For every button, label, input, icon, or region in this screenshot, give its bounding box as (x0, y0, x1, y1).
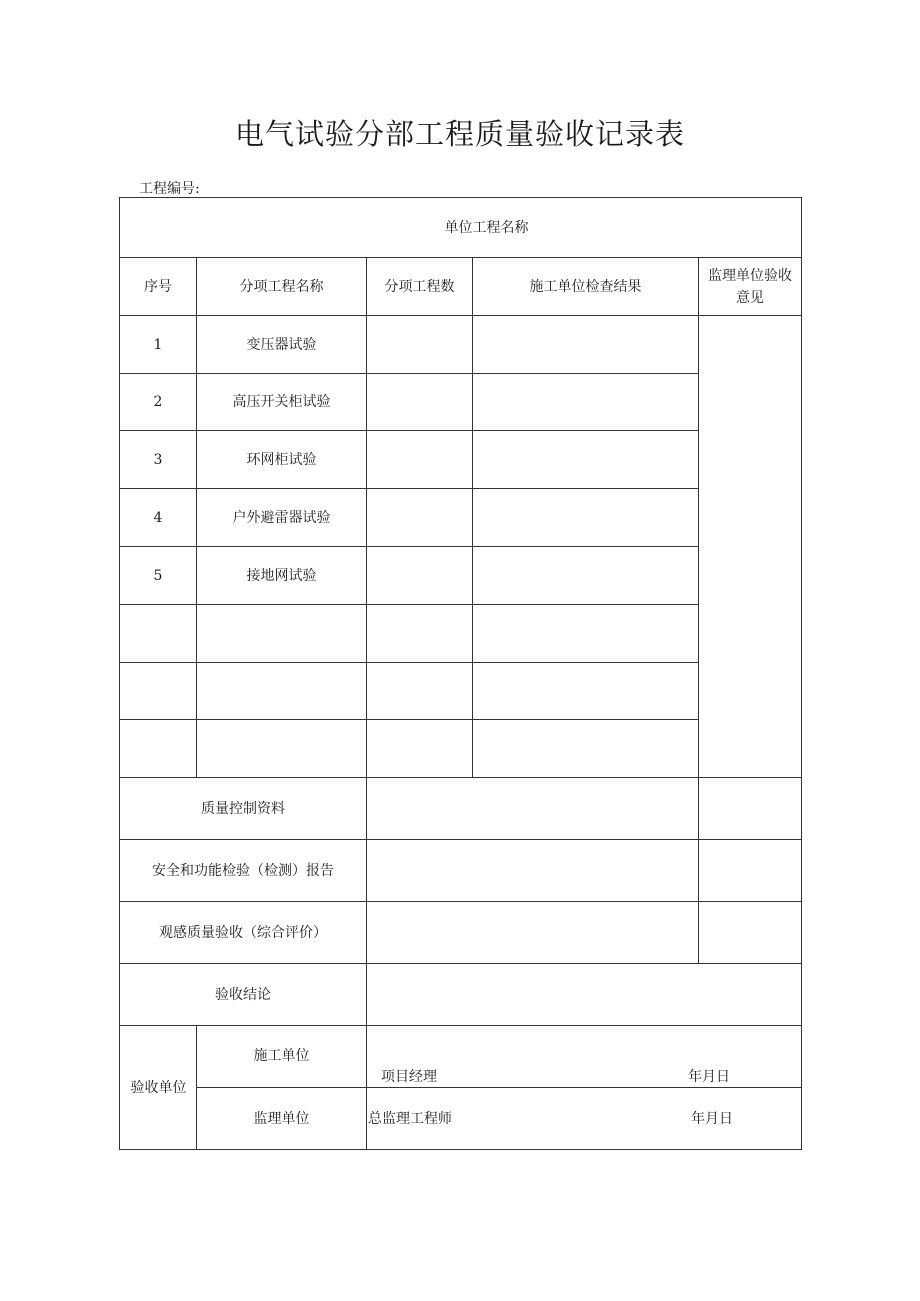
safety-report-label: 安全和功能检验（检测）报告 (120, 840, 367, 902)
row-sub-item-name (197, 663, 367, 720)
safety-report-value (367, 840, 699, 902)
quality-control-docs-value (367, 778, 699, 840)
row-seq (120, 605, 197, 663)
row-sub-item-name: 接地网试验 (197, 547, 367, 605)
row-sub-item-count (367, 720, 473, 778)
contractor-unit-label: 施工单位 (197, 1026, 367, 1088)
row-seq (120, 720, 197, 778)
appearance-check-value (367, 902, 699, 964)
row-sub-item-name (197, 720, 367, 778)
quality-control-row (120, 778, 802, 840)
supervisor-sign-row (120, 1088, 802, 1150)
safety-report-row (120, 840, 802, 902)
supervisor-signature-cell (367, 1088, 802, 1150)
chief-supervisor-label: 总监理工程师 (368, 1111, 452, 1127)
contractor-sign-row (120, 1026, 802, 1088)
row-contractor-check (473, 547, 699, 605)
project-manager-label: 项目经理 (381, 1069, 437, 1085)
row-sub-item-count (367, 663, 473, 720)
row-contractor-check (473, 663, 699, 720)
row-sub-item-count (367, 489, 473, 547)
row-seq: 3 (120, 431, 197, 489)
row-sub-item-count (367, 547, 473, 605)
supervisor-date-label: 年月日 (691, 1111, 733, 1127)
supervisor-unit-label: 监理单位 (197, 1088, 367, 1150)
row-seq (120, 663, 197, 720)
row-sub-item-name: 环网柜试验 (197, 431, 367, 489)
header-sub-item-count: 分项工程数 (367, 258, 473, 316)
conclusion-row (120, 964, 802, 1026)
conclusion-value (367, 964, 802, 1026)
appearance-check-label: 观感质量验收（综合评价） (120, 902, 367, 964)
quality-control-docs-label: 质量控制资料 (120, 778, 367, 840)
table-row (120, 316, 802, 374)
contractor-date-label: 年月日 (688, 1069, 730, 1085)
row-sub-item-name: 变压器试验 (197, 316, 367, 374)
row-sub-item-name: 户外避雷器试验 (197, 489, 367, 547)
row-sub-item-count (367, 316, 473, 374)
quality-control-docs-opinion (699, 778, 802, 840)
acceptance-record-table (119, 197, 802, 1150)
row-seq: 1 (120, 316, 197, 374)
row-contractor-check (473, 605, 699, 663)
unit-project-row (120, 198, 802, 258)
row-sub-item-count (367, 374, 473, 431)
header-sub-item-name: 分项工程名称 (197, 258, 367, 316)
header-row (120, 258, 802, 316)
safety-report-opinion (699, 840, 802, 902)
row-sub-item-count (367, 431, 473, 489)
header-supervisor-opinion: 监理单位验收意见 (699, 258, 802, 316)
conclusion-label: 验收结论 (120, 964, 367, 1026)
row-contractor-check (473, 489, 699, 547)
row-sub-item-name: 高压开关柜试验 (197, 374, 367, 431)
unit-project-name-label: 单位工程名称 (120, 198, 802, 258)
appearance-check-row (120, 902, 802, 964)
appearance-check-opinion (699, 902, 802, 964)
header-contractor-check: 施工单位检查结果 (473, 258, 699, 316)
row-seq: 5 (120, 547, 197, 605)
page-title: 电气试验分部工程质量验收记录表 (234, 117, 685, 151)
row-contractor-check (473, 431, 699, 489)
project-number-label: 工程编号: (139, 181, 200, 197)
row-sub-item-name (197, 605, 367, 663)
header-seq: 序号 (120, 258, 197, 316)
row-contractor-check (473, 316, 699, 374)
acceptance-unit-label: 验收单位 (120, 1026, 197, 1150)
row-contractor-check (473, 374, 699, 431)
row-seq: 4 (120, 489, 197, 547)
supervisor-opinion-cell (699, 316, 802, 778)
contractor-signature-cell (367, 1026, 802, 1088)
row-sub-item-count (367, 605, 473, 663)
row-contractor-check (473, 720, 699, 778)
row-seq: 2 (120, 374, 197, 431)
